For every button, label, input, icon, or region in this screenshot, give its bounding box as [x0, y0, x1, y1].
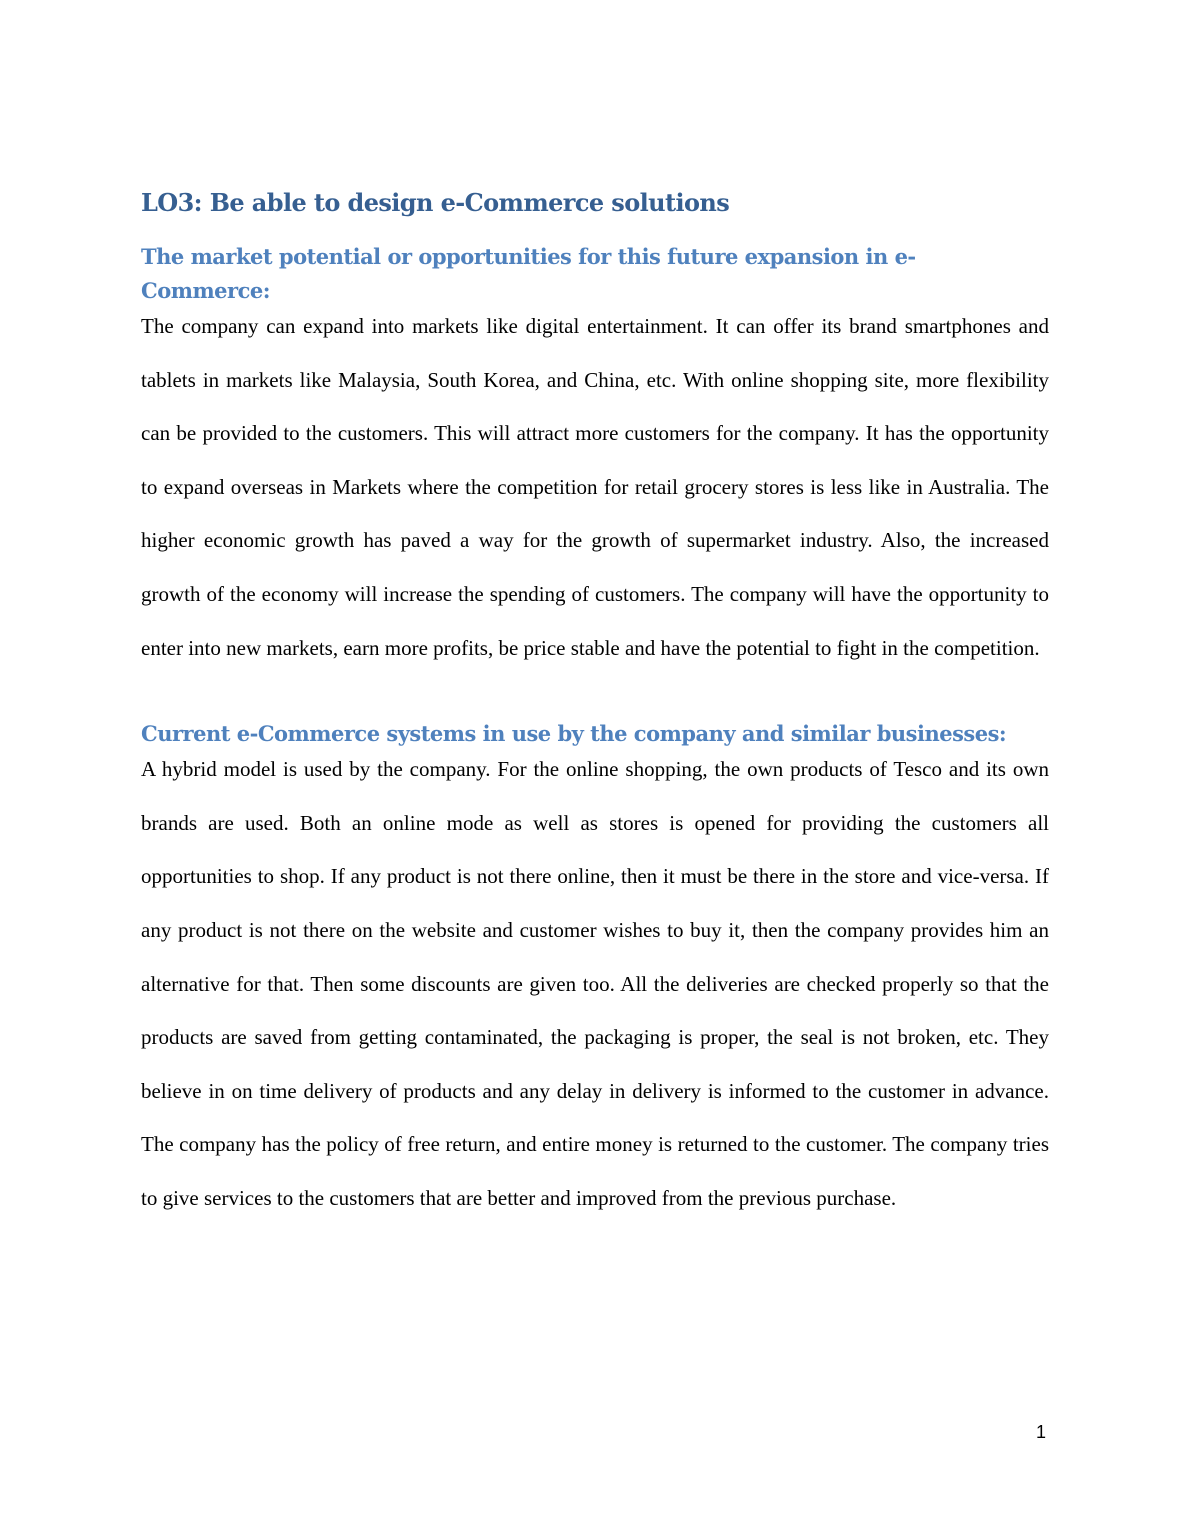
- section-heading-market-potential: The market potential or opportunities for this future expansion in e-Commerce:: [141, 244, 916, 303]
- section-paragraph-market-potential: The company can expand into markets like digital entertainment. It can offer its brand smartphones and tablets in markets like Malaysia, South Korea, and China, etc. With online shopping site, more flexibility can be provided to the customers. This will attract more customers for the company. It has the opportunity to expand overseas in Markets where the competition for retail grocery stores is less like in Australia. The higher economic growth has paved a way for the growth of supermarket industry. Also, the increased growth of the economy will increase the spending of customers. The company will have the opportunity to enter into new markets, earn more profits, be price stable and have the potential to fight in the competition.: [141, 314, 1049, 660]
- document-title: LO3: Be able to design e-Commerce solutions: [141, 188, 730, 217]
- page-content: [141, 186, 1049, 1226]
- page-number: 1: [1036, 1422, 1047, 1442]
- section-paragraph-current-systems: A hybrid model is used by the company. For the online shopping, the own products of Tesco and its own brands are used. Both an online mode as well as stores is opened for providing the customers all opportunities to shop. If any product is not there online, then it must be there in the store and vice-versa. If any product is not there on the website and customer wishes to buy it, then the company provides him an alternative for that. Then some discounts are given too. All the deliveries are checked properly so that the products are saved from getting contaminated, the packaging is proper, the seal is not broken, etc. They believe in on time delivery of products and any delay in delivery is informed to the customer in advance. The company has the policy of free return, and entire money is returned to the customer. The company tries to give services to the customers that are better and improved from the previous purchase.: [141, 757, 1049, 1210]
- section-heading-current-systems: Current e-Commerce systems in use by the company and similar businesses:: [141, 721, 1007, 747]
